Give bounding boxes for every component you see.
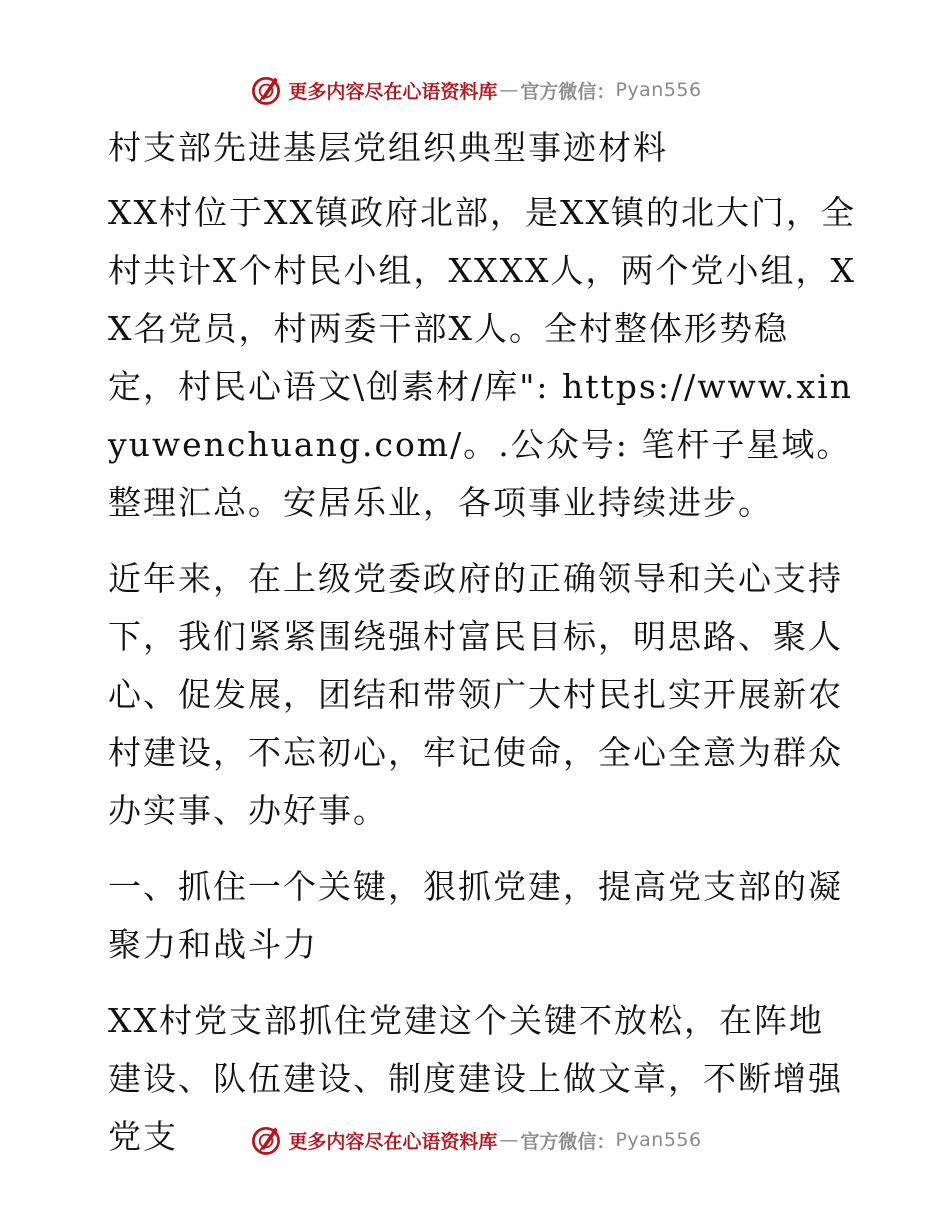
banner-lead-text: 更多内容尽在心语资料库: [288, 1130, 498, 1153]
banner-lead-text: 更多内容尽在心语资料库: [288, 80, 498, 103]
banner-wechat-id: Pyan556: [615, 1129, 702, 1151]
banner-dash: —: [499, 79, 519, 101]
footer-banner: [0, 1120, 950, 1160]
banner-wechat-label: 官方微信：: [520, 1130, 616, 1153]
paragraph-2: 近年来，在上级党委政府的正确领导和关心支持下，我们紧紧围绕强村富民目标，明思路、聚人心、促发展，团结和带领广大村民扎实开展新农村建设，不忘初心，牢记使命，全心全意为群众办实事、办好事。: [108, 559, 843, 830]
paragraph-1: XX村位于XX镇政府北部，是XX镇的北大门，全村共计X个村民小组，XXXX人，两个党小组，XX名党员，村两委干部X人。全村整体形势稳定，村民心语文\创素材/库": https://www.xinyuwenchuang.com/。.公众号: 笔杆子星域。整理汇总。安居乐业，各项事业持续进步。: [108, 193, 856, 522]
banner-wechat-label: 官方微信：: [520, 80, 616, 103]
document-title: 村支部先进基层党组织典型事迹材料: [108, 128, 668, 167]
banner-wechat-id: Pyan556: [615, 79, 702, 101]
paragraph-3: XX村党支部抓住党建这个关键不放松，在阵地建设、队伍建设、制度建设上做文章，不断增强党支: [108, 1001, 843, 1156]
section-heading-1: 一、抓住一个关键，狠抓党建，提高党支部的凝聚力和战斗力: [108, 867, 843, 964]
header-banner: [0, 70, 950, 110]
document-body: [98, 124, 858, 1184]
quill-logo-icon: [248, 72, 284, 108]
quill-logo-icon: [248, 1122, 284, 1158]
banner-dash: —: [499, 1129, 519, 1151]
